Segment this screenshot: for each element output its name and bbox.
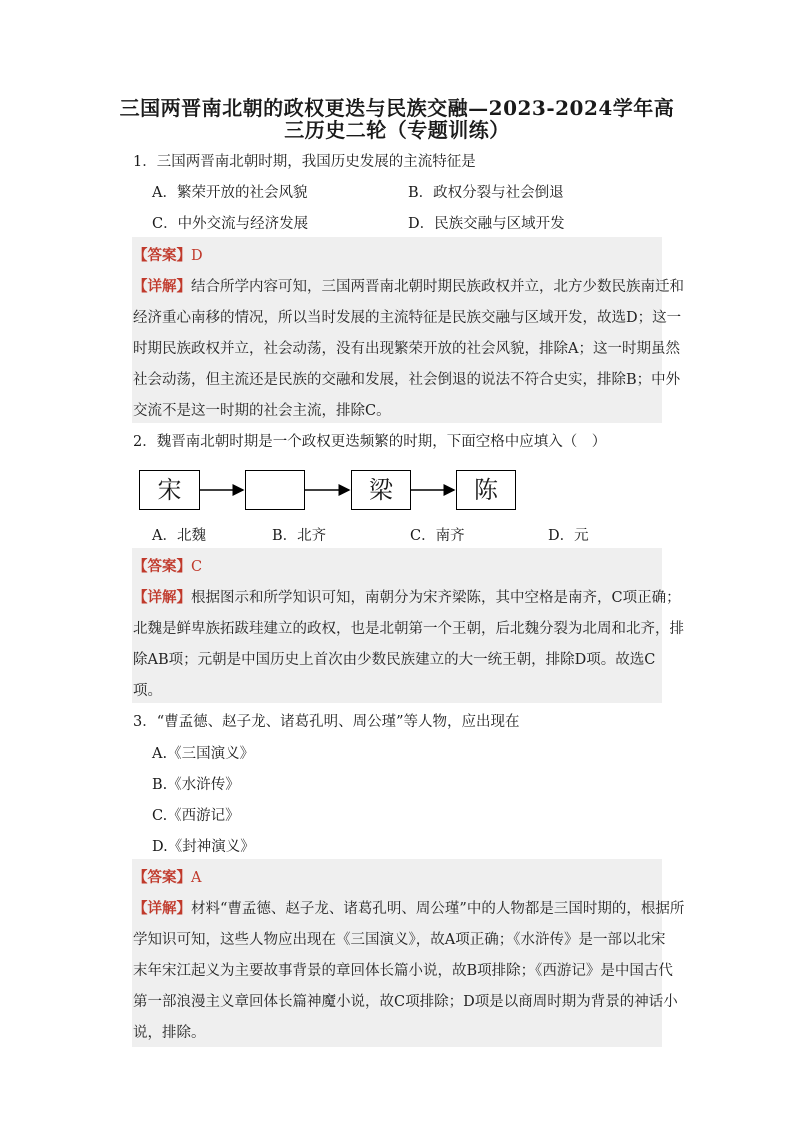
question-1-detail-line: 交流不是这一时期的社会主流，排除C。 [133, 403, 391, 419]
question-2-detail-line [133, 586, 681, 607]
question-1-detail-line: 时期民族政权并立，社会动荡，没有出现繁荣开放的社会风貌，排除A；这一时期虽然 [133, 341, 680, 357]
detail-tag: 【详解】 [133, 589, 191, 606]
question-2-option-c: C．南齐 [410, 528, 465, 544]
question-3-option-b: B.《水浒传》 [152, 777, 240, 793]
question-1-option-b: B．政权分裂与社会倒退 [408, 185, 564, 201]
question-3-option-c: C.《西游记》 [152, 808, 240, 824]
answer-tag: 【答案】 [133, 558, 191, 575]
question-2-text: 2．魏晋南北朝时期是一个政权更迭频繁的时期，下面空格中应填入（ ） [133, 434, 607, 450]
question-3-detail-line: 末年宋江起义为主要故事背景的章回体长篇小说，故B项排除；《西游记》是中国古代 [133, 963, 673, 979]
question-3-answer [133, 866, 201, 887]
flow-box-liang: 梁 [351, 470, 411, 510]
question-1-option-d: D．民族交融与区域开发 [408, 216, 565, 232]
question-3-detail-line: 学知识可知，这些人物应出现在《三国演义》，故A项正确；《水浒传》是一部以北宋 [133, 932, 666, 948]
answer-tag: 【答案】 [133, 247, 191, 264]
question-3-text: 3．“曹孟德、赵子龙、诸葛孔明、周公瑾”等人物，应出现在 [133, 714, 520, 730]
flow-box-chen: 陈 [456, 470, 516, 510]
question-1-detail-line: 经济重心南移的情况，所以当时发展的主流特征是民族交融与区域开发，故选D；这一 [133, 310, 682, 326]
question-3-answer-box [132, 859, 662, 1047]
question-2-option-b: B．北齐 [272, 528, 327, 544]
question-2-option-d: D．元 [548, 528, 589, 544]
document-title-line2: 三历史二轮（专题训练） [284, 118, 510, 142]
question-3-option-a: A.《三国演义》 [152, 746, 255, 762]
question-1-option-c: C．中外交流与经济发展 [152, 216, 309, 232]
question-2-detail-line: 除AB项；元朝是中国历史上首次由少数民族建立的大一统王朝，排除D项。故选C [133, 652, 656, 668]
question-1-option-a: A．繁荣开放的社会风貌 [152, 185, 308, 201]
question-1-answer [133, 244, 203, 265]
question-3-detail-line [133, 897, 684, 918]
question-1-text: 1．三国两晋南北朝时期，我国历史发展的主流特征是 [133, 154, 476, 170]
dynasty-flow-diagram [139, 470, 519, 510]
question-3-option-d: D.《封神演义》 [152, 839, 255, 855]
question-2-detail-line: 北魏是鲜卑族拓跋珪建立的政权，也是北朝第一个王朝，后北魏分裂为北周和北齐，排 [133, 621, 684, 637]
answer-tag: 【答案】 [133, 869, 191, 886]
answer-value: D [191, 248, 203, 264]
question-1-answer-box [132, 237, 662, 423]
question-3-detail-line: 说，排除。 [133, 1025, 206, 1041]
question-2-detail-line: 项。 [133, 683, 162, 699]
flow-box-song: 宋 [139, 470, 200, 510]
question-1-detail-line [133, 275, 684, 296]
detail-text: 结合所学内容可知，三国两晋南北朝时期民族政权并立，北方少数民族南迁和 [191, 279, 684, 295]
question-1-detail-line: 社会动荡，但主流还是民族的交融和发展，社会倒退的说法不符合史实，排除B；中外 [133, 372, 681, 388]
detail-text: 根据图示和所学知识可知，南朝分为宋齐梁陈，其中空格是南齐，C项正确； [191, 590, 681, 606]
flow-arrows [139, 470, 519, 510]
detail-tag: 【详解】 [133, 278, 191, 295]
detail-tag: 【详解】 [133, 900, 191, 917]
answer-value: A [191, 870, 202, 886]
question-2-option-a: A．北魏 [152, 528, 206, 544]
question-2-answer [133, 555, 202, 576]
answer-value: C [191, 559, 203, 575]
document-title-line1: 三国两晋南北朝的政权更迭与民族交融—2023-2024学年高 [119, 96, 675, 120]
detail-text: 材料“曹孟德、赵子龙、诸葛孔明、周公瑾”中的人物都是三国时期的，根据所 [191, 901, 685, 917]
question-3-detail-line: 第一部浪漫主义章回体长篇神魔小说，故C项排除；D项是以商周时期为背景的神话小 [133, 994, 678, 1010]
